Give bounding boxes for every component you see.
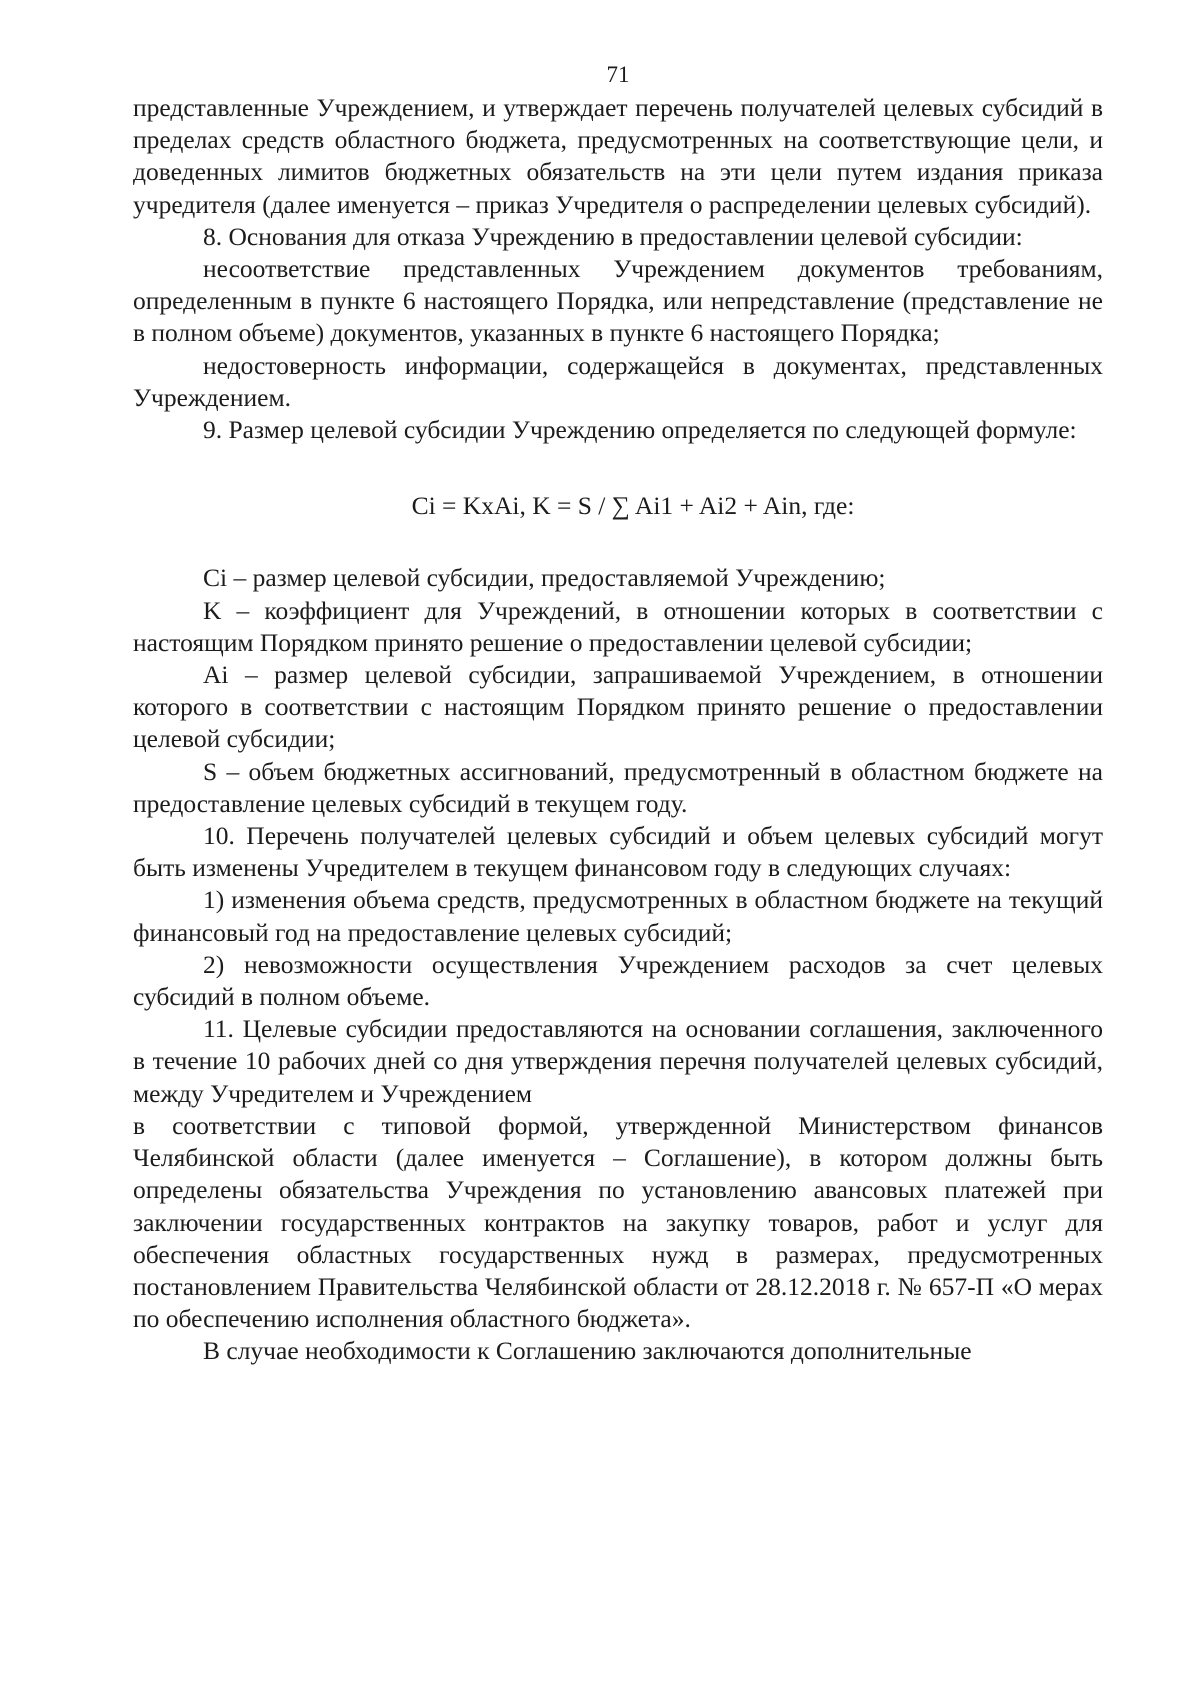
paragraph-item-9: 9. Размер целевой субсидии Учреждению определяется по следующей формуле: [203,415,1077,445]
paragraph-case-1: 1) изменения объема средств, предусмотренных в областном бюджете на текущий финансовый год на предоставление целевых субсидий; [133,885,1103,947]
paragraph-case-2: 2) невозможности осуществления Учреждением расходов за счет целевых субсидий в полном объеме. [133,949,1103,1012]
paragraph-agreement-terms: в соответствии с типовой формой, утвержденной Министерством финансов Челябинской области (далее именуется – Соглашение), в котором должны быть определены обязательства Учреждения по установлению авансовых платежей при заключении государственных контрактов на закупку товаров, работ и услуг для обеспечения областных государственных нужд в размерах, предусмотренных постановлением Правительства Челябинской области от 28.12.2018 г. № 657-П «О мерах по обеспечению исполнения областного бюджета». [133,1110,1103,1334]
paragraph-continuation: представленные Учреждением, и утверждает перечень получателей целевых субсидий в пределах средств областного бюджета, предусмотренных на соответствующие цели, и доведенных лимитов бюджетных обязательств на эти цели путем издания приказа учредителя (далее именуется – приказ Учредителя о распределении целевых субсидий). [133,93,1103,219]
paragraph-additional-agreements: В случае необходимости к Соглашению заключаются дополнительные [203,1336,972,1366]
page-number: 71 [606,62,630,87]
paragraph-def-ci: Ci – размер целевой субсидии, предоставляемой Учреждению; [203,563,886,593]
paragraph-def-k: K – коэффициент для Учреждений, в отношении которых в соответствии с настоящим Порядком принято решение о предоставлении целевой субсидии; [133,595,1103,657]
paragraph-item-10: 10. Перечень получателей целевых субсидий и объем целевых субсидий могут быть изменены Учредителем в текущем финансовом году в следующих случаях: [133,821,1103,883]
subsidy-formula: Ci = KxAi, K = S / ∑ Ai1 + Ai2 + Ain, где: [411,491,855,521]
paragraph-item-8: 8. Основания для отказа Учреждению в предоставлении целевой субсидии: [203,221,1023,251]
paragraph-refusal-reason-2: недостоверность информации, содержащейся в документах, представленных Учреждением. [133,350,1103,412]
paragraph-item-11: 11. Целевые субсидии предоставляются на основании соглашения, заключенного в течение 10 рабочих дней со дня утверждения перечня получателей целевых субсидий, между Учредителем и Учреждением [133,1014,1103,1108]
paragraph-refusal-reason-1: несоответствие представленных Учреждением документов требованиям, определенным в пункте 6 настоящего Порядка, или непредставление (представление не в полном объеме) документов, указанных в пункте 6 настоящего Порядка; [133,254,1103,348]
paragraph-def-s: S – объем бюджетных ассигнований, предусмотренный в областном бюджете на предоставление целевых субсидий в текущем году. [133,756,1103,818]
document-page [133,58,1103,1368]
paragraph-def-ai: Ai – размер целевой субсидии, запрашиваемой Учреждением, в отношении которого в соответствии с настоящим Порядком принято решение о предоставлении целевой субсидии; [133,660,1103,754]
